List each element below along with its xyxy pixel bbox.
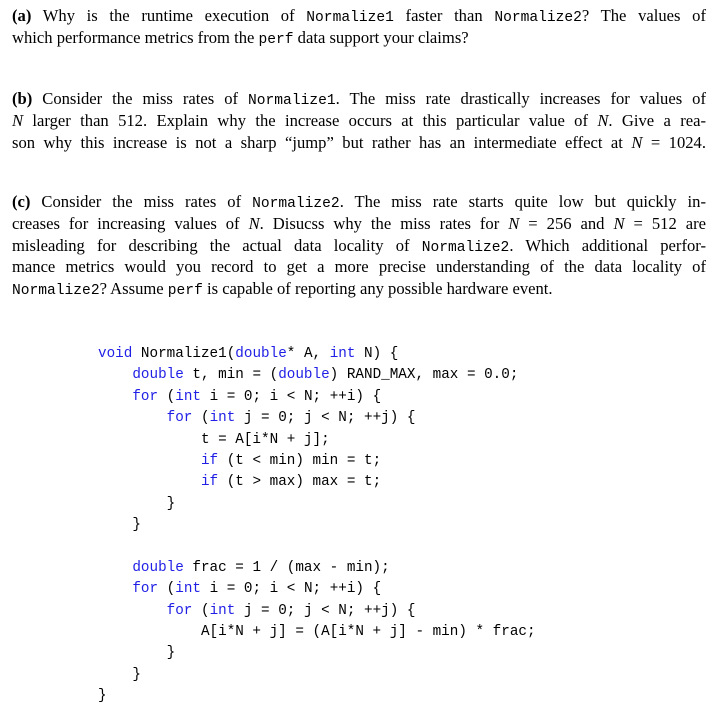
text [98, 367, 132, 383]
text: Normalize1( [132, 346, 236, 362]
label: (b) [12, 89, 33, 108]
text: = 512 are [624, 213, 706, 233]
keyword: for [166, 602, 193, 619]
text [98, 453, 201, 469]
text: Why is the runtime execution of [31, 6, 307, 25]
text-line [12, 5, 706, 27]
text [98, 581, 132, 597]
keyword: for [166, 410, 193, 427]
text: } [98, 495, 176, 512]
inline-code: Normalize2 [494, 10, 582, 26]
code-line [98, 558, 536, 579]
text-line [12, 191, 706, 213]
code-line [98, 472, 536, 493]
text [98, 474, 201, 490]
question-c [12, 191, 706, 300]
code-line [98, 387, 536, 408]
keyword: void [98, 346, 133, 362]
label: (a) [12, 6, 32, 25]
text: is capable of reporting any possible hardware event. [202, 279, 553, 299]
text: Consider the miss rates of [32, 89, 249, 108]
text-line [12, 256, 706, 278]
text: (t < min) min = t; [218, 452, 382, 469]
math-var: N [613, 213, 625, 233]
text: ? Assume [99, 279, 168, 299]
text: j = 0; j < N; ++j) { [235, 410, 416, 427]
question-b [12, 88, 706, 153]
text: } [98, 666, 141, 683]
text-line [12, 235, 706, 257]
keyword: double [278, 367, 330, 384]
code-line [98, 686, 536, 707]
inline-code: Normalize2 [421, 239, 510, 256]
inline-code: Normalize1 [306, 10, 394, 26]
code-line [98, 430, 536, 451]
code-line [98, 408, 536, 429]
code-line [98, 601, 536, 622]
code-line [98, 579, 536, 600]
code-line [98, 515, 536, 536]
keyword: if [200, 452, 219, 469]
inline-code: Normalize1 [248, 93, 336, 109]
code-line [98, 494, 536, 515]
keyword: for [132, 388, 159, 405]
text: i = 0; i < N; ++i) { [201, 581, 382, 598]
text: frac = 1 / (max - min); [183, 559, 390, 576]
keyword: double [132, 559, 184, 576]
code-line [98, 643, 536, 664]
text: * A, [286, 346, 330, 362]
text [98, 560, 132, 576]
code-line [98, 665, 536, 686]
code-line [98, 344, 536, 365]
text: } [98, 688, 107, 705]
text: (t > max) max = t; [218, 474, 382, 491]
text-line [12, 88, 706, 110]
text: . The miss rate starts quite low but quickly in- [339, 192, 706, 211]
text: } [98, 645, 176, 662]
text: ? The values of [581, 6, 706, 25]
text: which performance metrics from the [12, 27, 259, 47]
text-line [12, 110, 706, 132]
text: mance metrics would you record to get a more precise understanding of the data locality of [12, 257, 706, 277]
math-var: N [12, 110, 24, 130]
text: = 256 and [519, 213, 614, 233]
text-line [12, 27, 706, 49]
text: data support your claims? [293, 27, 469, 47]
text: = 1024. [642, 132, 706, 152]
text: . Disucss why the miss rates for [259, 213, 509, 233]
keyword: if [200, 474, 219, 491]
text: ( [192, 602, 210, 619]
text: t, min = ( [183, 367, 279, 384]
text: . Which additional perfor- [509, 235, 706, 255]
text-line [12, 213, 706, 235]
code-line [98, 622, 536, 643]
text: son why this increase is not a sharp “jump” but rather has an intermediate effect at [12, 132, 632, 152]
code-line [98, 365, 536, 386]
text: creases for increasing values of [12, 213, 249, 233]
math-var: N [248, 213, 260, 233]
text: ( [192, 410, 210, 427]
text [98, 603, 167, 619]
text: N) { [355, 346, 399, 362]
text: ( [158, 388, 176, 405]
math-var: N [508, 213, 520, 233]
text: . Give a rea- [608, 110, 706, 130]
math-var: N [631, 132, 643, 152]
inline-code: perf [258, 31, 294, 48]
math-var: N [597, 110, 609, 130]
text [98, 389, 132, 405]
inline-code: perf [167, 283, 203, 300]
text: . The miss rate drastically increases for values of [335, 89, 706, 108]
text: faster than [393, 6, 495, 25]
question-a [12, 5, 706, 49]
keyword: int [209, 602, 236, 619]
keyword: int [175, 388, 201, 405]
keyword: double [235, 346, 287, 362]
text: A[i*N + j] = (A[i*N + j] - min) * frac; [98, 624, 536, 641]
text: ( [158, 581, 176, 598]
code-listing-normalize1 [98, 344, 536, 708]
text: } [98, 517, 141, 534]
inline-code: Normalize2 [252, 196, 340, 212]
text: Consider the miss rates of [30, 192, 253, 211]
text-line [12, 132, 706, 154]
text-line [12, 278, 706, 300]
text: j = 0; j < N; ++j) { [235, 602, 416, 619]
code-line [98, 537, 536, 558]
inline-code: Normalize2 [12, 283, 100, 300]
text: ) RAND_MAX, max = 0.0; [329, 367, 519, 384]
label: (c) [12, 192, 31, 211]
keyword: double [132, 367, 184, 384]
text [98, 410, 167, 426]
text: larger than 512. Explain why the increase occurs at this particular value of [23, 110, 598, 130]
text: i = 0; i < N; ++i) { [201, 388, 382, 405]
text: misleading for describing the actual data locality of [12, 235, 422, 255]
code-line [98, 451, 536, 472]
keyword: int [175, 581, 201, 598]
keyword: for [132, 581, 159, 598]
text: t = A[i*N + j]; [98, 431, 330, 448]
keyword: int [209, 410, 236, 427]
keyword: int [329, 346, 356, 362]
